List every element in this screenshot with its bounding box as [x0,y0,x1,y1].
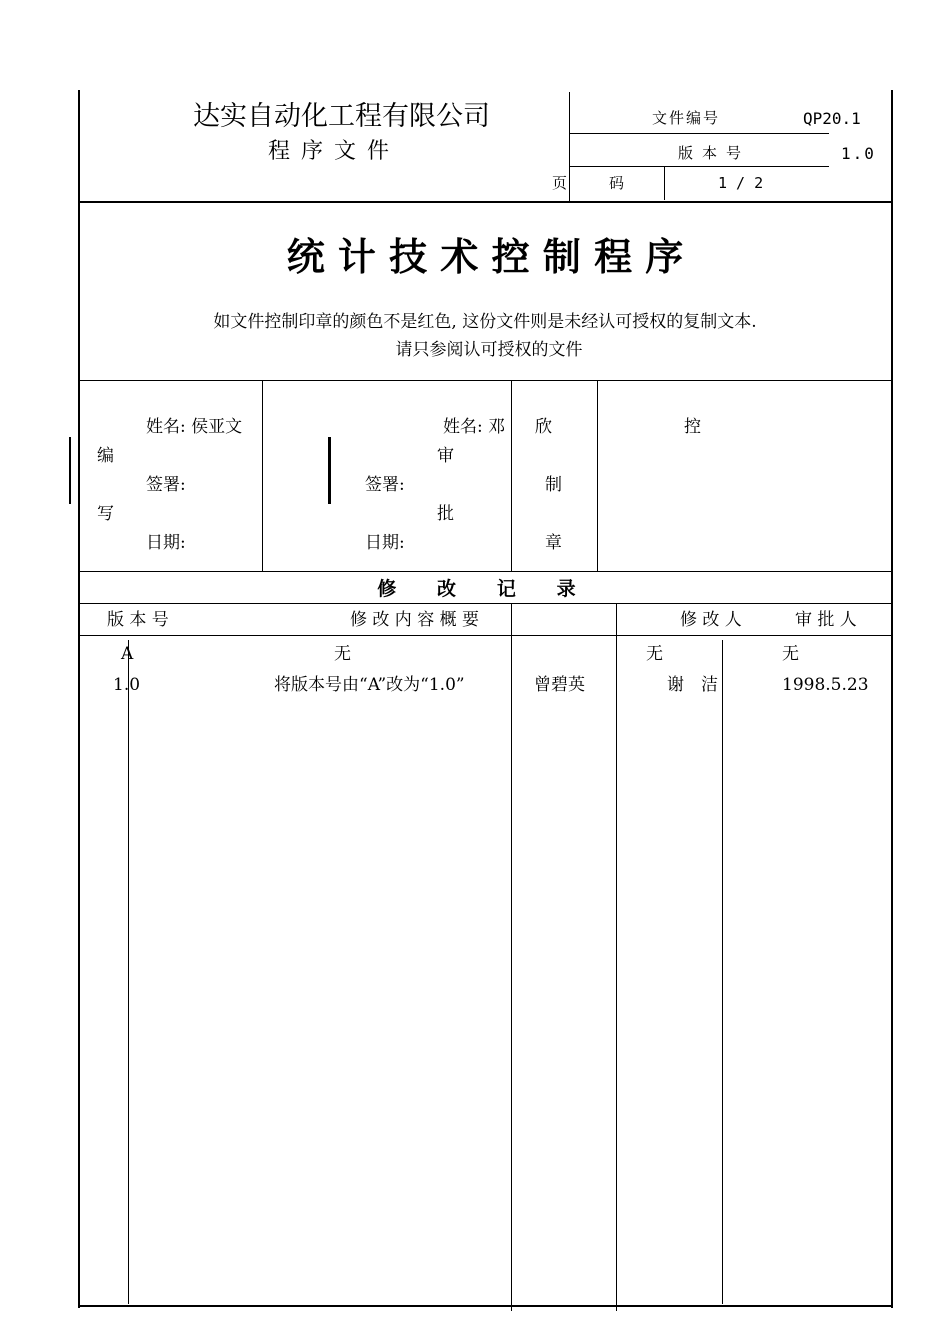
author-name: 姓名: 侯亚文 [146,417,243,437]
row-modifier: 曾碧英 [534,675,585,695]
row-summary: 将版本号由“A”改为“1.0” [274,675,465,695]
reviewer-name: 姓名: 邓 [443,417,506,437]
col-header-version: 版 本 号 [107,610,169,630]
stamp-label-1: 欣 [535,417,552,437]
reviewer-date: 日期: [365,533,405,553]
reviewer-label-2: 批 [437,504,454,524]
page-label-2: 码 [609,174,625,192]
control-label: 控 [684,417,701,437]
author-sign: 签署: [146,475,186,495]
stamp-label-3: 章 [545,533,562,553]
doc-type: 程 序 文 件 [268,139,391,164]
row-approver-b: 无 [782,644,799,664]
row-approver-b: 1998.5.23 [782,675,869,695]
row-version: A [121,644,134,664]
row-summary: 无 [334,644,351,664]
revision-title: 修 改 记 录 [377,578,593,600]
col-header-summary: 修 改 内 容 概 要 [350,610,480,630]
margin-mark [328,437,331,504]
document-title: 统 计 技 术 控 制 程 序 [286,234,684,279]
author-label-1: 编 [97,446,114,466]
margin-mark [69,437,71,504]
col-header-modifier: 修 改 人 [680,610,742,630]
reviewer-label-1: 审 [437,446,454,466]
col-header-approver: 审 批 人 [795,610,857,630]
company-name: 达实自动化工程有限公司 [193,101,490,132]
stamp-label-2: 制 [545,475,562,495]
page-label-1: 页 [552,174,568,192]
row-approver-a: 谢 洁 [667,675,718,695]
author-label-2: 写 [97,504,114,524]
notice-line-1: 如文件控制印章的颜色不是红色, 这份文件则是未经认可授权的复制文本. [213,312,757,332]
file-no-value: QP20.1 [803,109,861,128]
notice-line-2: 请只参阅认可授权的文件 [395,340,583,360]
file-no-label: 文件编号 [652,109,721,127]
reviewer-sign: 签署: [365,475,405,495]
page-value: 1 / 2 [718,174,764,192]
row-version: 1.0 [113,675,141,695]
version-value: 1.0 [841,144,876,163]
version-label: 版 本 号 [678,144,742,162]
author-date: 日期: [146,533,186,553]
row-approver-a: 无 [646,644,663,664]
